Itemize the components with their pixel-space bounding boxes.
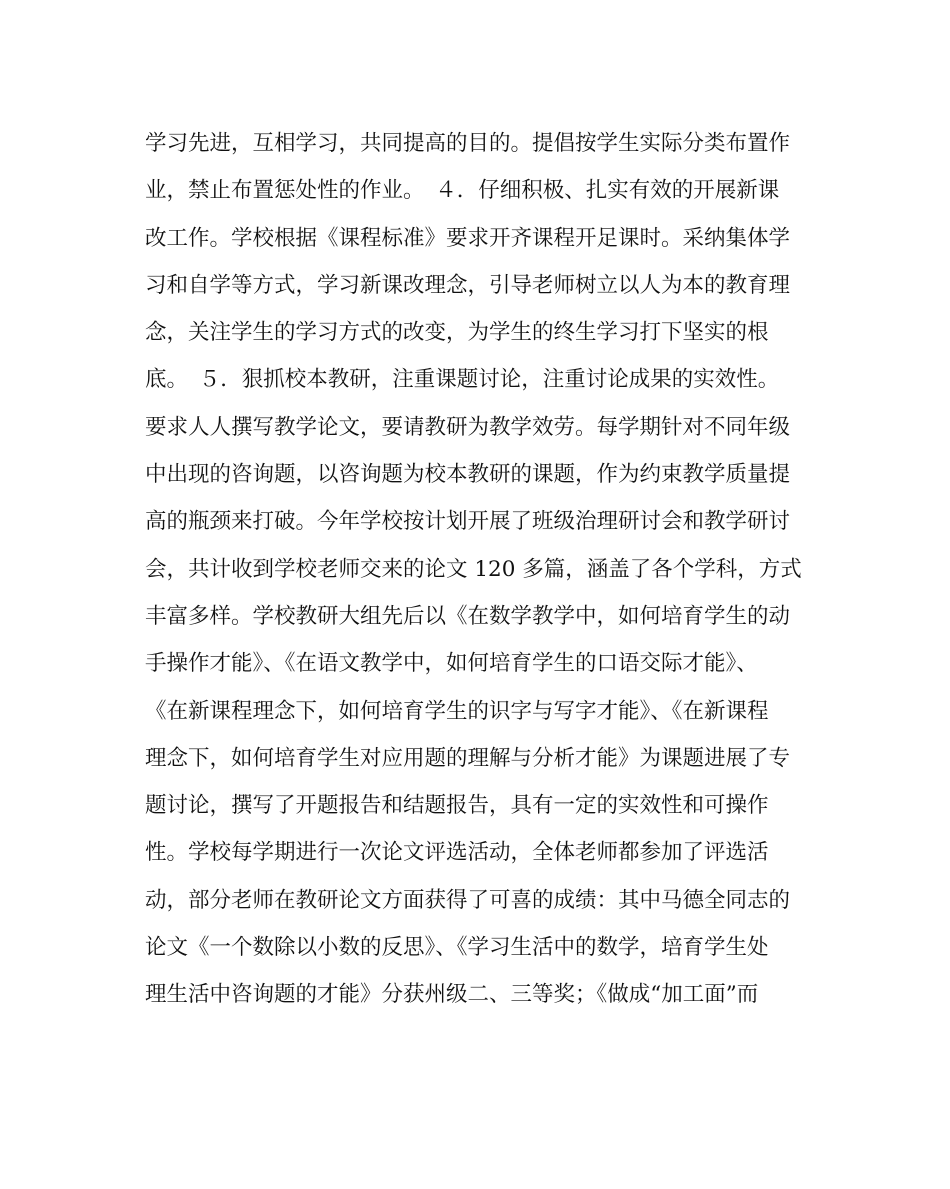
text-line: 手操作才能》、《在语文教学中，如何培育学生的口语交际才能》、 <box>145 651 758 677</box>
text-line: 丰富多样。学校教研大组先后以《在数学教学中，如何培育学生的动 <box>145 603 791 629</box>
text-line: 《在新课程理念下，如何培育学生的识字与写字才能》、《在新课程 <box>145 698 769 724</box>
text-line: 会，共计收到学校老师交来的论文 120 多篇，涵盖了各个学科，方式 <box>145 556 802 582</box>
text-line: 动，部分老师在教研论文方面获得了可喜的成绩：其中马德全同志的 <box>145 887 791 913</box>
text-line: 改工作。学校根据《课程标准》要求开齐课程开足课时。采纳集体学 <box>145 225 791 251</box>
body-text <box>145 120 805 1019</box>
text-line: 理念下，如何培育学生对应用题的理解与分析才能》为课题进展了专 <box>145 745 791 771</box>
text-line: 业，禁止布置惩处性的作业。 ４．仔细积极、扎实有效的开展新课 <box>145 178 780 204</box>
text-line: 性。学校每学期进行一次论文评选活动，全体老师都参加了评选活 <box>145 840 769 866</box>
text-line: 题讨论，撰写了开题报告和结题报告，具有一定的实效性和可操作 <box>145 793 769 819</box>
text-line: 学习先进，互相学习，共同提高的目的。提倡按学生实际分类布置作 <box>145 131 791 156</box>
text-line: 底。 ５．狠抓校本教研，注重课题讨论，注重讨论成果的实效性。 <box>145 367 780 393</box>
text-line: 论文《一个数除以小数的反思》、《学习生活中的数学，培育学生处 <box>145 935 769 961</box>
text-line: 习和自学等方式，学习新课改理念，引导老师树立以人为本的教育理 <box>145 272 791 298</box>
text-line: 要求人人撰写教学论文，要请教研为教学效劳。每学期针对不同年级 <box>145 414 791 440</box>
text-line: 中出现的咨询题，以咨询题为校本教研的课题，作为约束教学质量提 <box>145 462 791 488</box>
text-line: 理生活中咨询题的才能》分获州级二、三等奖；《做成“加工面”而 <box>145 982 759 1008</box>
text-line: 高的瓶颈来打破。今年学校按计划开展了班级治理研讨会和教学研讨 <box>145 509 791 535</box>
text-line: 念，关注学生的学习方式的改变，为学生的终生学习打下坚实的根 <box>145 320 769 346</box>
